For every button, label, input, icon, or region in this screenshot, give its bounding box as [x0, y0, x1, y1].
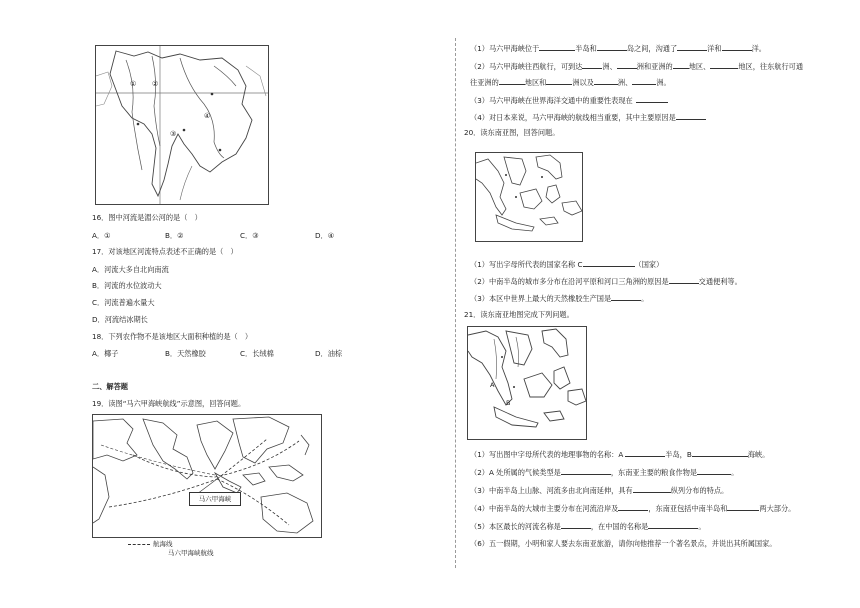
map1-label-1: ①: [130, 80, 137, 88]
southeast-asia-map-2: [467, 326, 587, 440]
q19-2-text-j: 洲。: [656, 78, 671, 87]
q20-3-period: 。: [641, 294, 649, 303]
q20-stem: 20．读东南亚图，回答问题。: [464, 128, 560, 137]
q19-1-blank-ocean1[interactable]: [677, 43, 707, 51]
q19-1-text-b: 半岛和: [575, 44, 597, 53]
legend-route: [128, 539, 173, 549]
q20-3-blank[interactable]: [611, 293, 641, 301]
q19-4-text: （4）对日本来说，马六甲海峡的航线相当重要，其中主要原因是: [470, 113, 676, 122]
q16-option-d[interactable]: D．④: [315, 231, 335, 240]
q21-3-text-a: （3）中南半岛上山脉、河流多由北向南延伸，具有: [470, 486, 633, 495]
q21-3-blank[interactable]: [633, 485, 671, 493]
q19-2-blank-6[interactable]: [546, 77, 572, 85]
q18-option-d[interactable]: D．油棕: [315, 349, 343, 358]
q20-sub1: [470, 259, 663, 270]
q20-1-text-a: （1）写出字母所代表的国家名称 C: [470, 260, 583, 269]
q21-1-text-b: 半岛，B: [665, 450, 692, 459]
q21-5-text-c: 。: [698, 522, 706, 531]
q19-1-text-d: 洋和: [707, 44, 722, 53]
q17-stem: 17．对该地区河流特点表述不正确的是（ ）: [92, 247, 238, 256]
q21-4-text-c: 两大部分。: [759, 504, 796, 513]
q21-1-text-c: 海峡。: [747, 450, 770, 459]
q21-sub1: [470, 449, 769, 460]
section-heading-answer: 二、解答题: [92, 382, 128, 391]
q20-sub2: [470, 276, 742, 287]
indochina-river-map: [95, 45, 269, 205]
q21-5-blank-1[interactable]: [561, 521, 591, 529]
q19-2-blank-2[interactable]: [617, 61, 637, 69]
q21-sub6: （6）五一假期，小明和家人要去东南亚旅游，请你向他推荐一个著名景点，并说出其所属国家。: [470, 539, 777, 548]
q19-2-text-c: 洲和亚洲的: [636, 62, 673, 71]
q19-2-blank-7[interactable]: [594, 77, 618, 85]
q16-stem: 16．图中河流是湄公河的是（ ）: [92, 213, 202, 222]
southeast-asia-map-1: [475, 152, 583, 242]
q19-4-blank[interactable]: [676, 112, 706, 120]
map1-label-4: ④: [204, 112, 211, 120]
map2-label-a: A: [490, 381, 495, 389]
q21-4-blank-1[interactable]: [618, 503, 648, 511]
q19-2-text-d: 地区、: [688, 62, 711, 71]
q20-1-blank[interactable]: [583, 259, 635, 267]
q21-sub5: [470, 521, 706, 532]
q16-option-b[interactable]: B．②: [165, 231, 184, 240]
q19-2-text-a: （2）马六甲海峡往西航行，可到达: [470, 62, 583, 71]
q19-stem: 19．读图“马六甲海峡航线”示意图，回答问题。: [92, 399, 246, 408]
map1-label-3: ③: [170, 130, 177, 138]
q21-sub3: [470, 485, 728, 496]
malacca-map-drawing: [93, 415, 321, 537]
q18-option-a[interactable]: A．椰子: [92, 349, 119, 358]
q21-sub2: [470, 467, 738, 478]
q19-sub2-line1: [470, 61, 803, 72]
q19-2-blank-8[interactable]: [632, 77, 656, 85]
q19-2-text-g: 地区和: [524, 78, 547, 87]
q19-sub4: [470, 112, 706, 123]
q19-2-text-f: 往亚洲的: [470, 78, 499, 87]
q19-2-text-h: 洲以及: [572, 78, 594, 87]
q17-option-d[interactable]: D．河流结冰期长: [92, 315, 148, 324]
q21-5-blank-2[interactable]: [648, 521, 698, 529]
q20-1-text-b: （国家）: [634, 260, 664, 269]
legend-malacca-label: 马六甲海峡航线: [168, 549, 214, 557]
q19-sub3: [470, 95, 668, 106]
q20-3-text: （3）本区中世界上最大的天然橡胶生产国是: [470, 294, 612, 303]
q21-stem: 21．读东南亚地图完成下列问题。: [464, 310, 574, 319]
q19-2-text-e: 地区，往东航行可通: [738, 62, 804, 71]
q19-2-text-b: 洲、: [602, 62, 617, 71]
q18-stem: 18．下列农作物不是该地区大面积种植的是（ ）: [92, 332, 253, 341]
q19-2-blank-3[interactable]: [673, 61, 689, 69]
q21-sub4: [470, 503, 795, 514]
q16-option-a[interactable]: A．①: [92, 231, 111, 240]
q19-2-blank-5[interactable]: [499, 77, 525, 85]
q19-2-blank-4[interactable]: [710, 61, 738, 69]
q19-1-blank-ocean2[interactable]: [722, 43, 752, 51]
q21-5-text-b: ，在中国的名称是: [590, 522, 649, 531]
q19-3-text: （3）马六甲海峡在世界海洋交通中的重要性表现在: [470, 96, 633, 105]
q16-option-c[interactable]: C．③: [240, 231, 259, 240]
q21-2-text-a: （2）A 处所属的气候类型是: [470, 468, 561, 477]
q17-option-c[interactable]: C．河流普遍水量大: [92, 298, 155, 307]
q21-3-text-b: 纵列分布的特点。: [670, 486, 729, 495]
q19-1-blank-peninsula[interactable]: [539, 43, 575, 51]
sea-map2-drawing: [468, 327, 586, 439]
q21-2-blank-crop[interactable]: [697, 467, 731, 475]
legend-dashed-line: [128, 544, 150, 545]
q19-1-text-c: 岛之间，沟通了: [626, 44, 678, 53]
q21-4-blank-2[interactable]: [727, 503, 759, 511]
q20-2-blank[interactable]: [669, 276, 699, 284]
q17-option-a[interactable]: A．河流大多自北向南流: [92, 265, 169, 274]
q19-2-text-i: 洲、: [617, 78, 633, 87]
map1-label-2: ②: [152, 80, 159, 88]
q21-2-blank-climate[interactable]: [561, 467, 611, 475]
sea-map1-drawing: [476, 153, 582, 241]
column-divider: [455, 38, 456, 568]
q19-1-blank-island[interactable]: [597, 43, 627, 51]
q18-option-b[interactable]: B．天然橡胶: [165, 349, 206, 358]
malacca-strait-label: 马六甲海峡: [189, 492, 241, 506]
q21-2-text-c: 。: [731, 468, 739, 477]
q21-1-text-a: （1）写出图中字母所代表的地理事物的名称：A: [470, 450, 624, 459]
q20-2-text-a: （2）中南半岛的城市多分布在沿河平原和河口三角洲的原因是: [470, 277, 669, 286]
q21-5-text-a: （5）本区最长的河流名称是: [470, 522, 561, 531]
q19-2-blank-1[interactable]: [582, 61, 602, 69]
q20-2-text-b: 交通便利等。: [698, 277, 742, 286]
q21-4-text-a: （4）中南半岛的大城市主要分布在河流沿岸及: [470, 504, 619, 513]
map2-label-b: B: [506, 399, 511, 407]
malacca-route-map: [92, 414, 322, 538]
legend-malacca: [168, 548, 214, 558]
q19-sub2-line2: [470, 77, 671, 88]
q19-1-text-e: 洋。: [751, 44, 766, 53]
q21-2-text-b: ，东南亚主要的粮食作物是: [610, 468, 698, 477]
q20-sub3: [470, 293, 648, 304]
q19-1-text-a: （1）马六甲海峡位于: [470, 44, 540, 53]
q21-1-blank-b[interactable]: [692, 449, 748, 457]
q19-3-blank[interactable]: [636, 95, 668, 103]
indochina-map-drawing: [96, 46, 268, 204]
q17-option-b[interactable]: B．河流的水位波动大: [92, 281, 162, 290]
q19-sub1: [470, 43, 766, 54]
q21-4-text-b: ，东南亚包括中南半岛和: [648, 504, 728, 513]
q21-1-blank-a[interactable]: [625, 449, 665, 457]
legend-route-label: 航海线: [153, 540, 173, 548]
q18-option-c[interactable]: C．长绒棉: [240, 349, 274, 358]
